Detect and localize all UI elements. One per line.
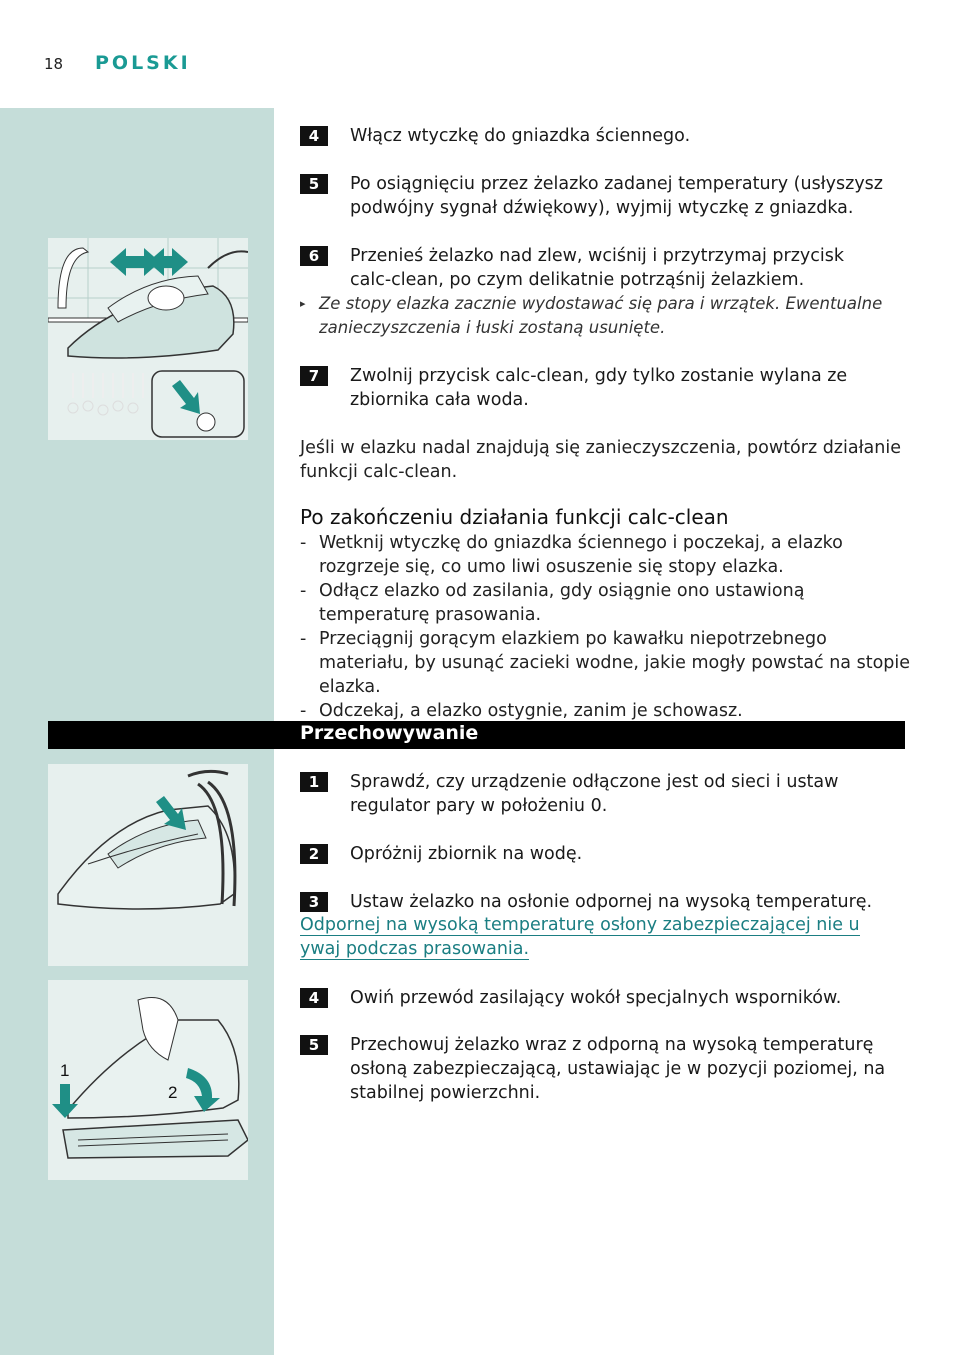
repeat-paragraph: Jeśli w elazku nadal znajdują się zanieczyszczenia, powtórz działanie funkcji calc-clean. [300,438,901,482]
list-item: - Odłącz elazko od zasilania, gdy osiągnie ono ustawioną temperaturę prasowania. [300,581,805,625]
step-number: 4 [300,988,328,1008]
step-number: 3 [300,892,328,912]
step-text: Zwolnij przycisk calc-clean, gdy tylko zostanie wylana ze zbiornika cała woda. [350,366,848,410]
step-number: 2 [300,844,328,864]
step-number: 1 [300,772,328,792]
step-4-wind-cord [300,986,890,1010]
after-calc-clean-heading: Po zakończeniu działania funkcji calc-clean [300,505,729,529]
step-number: 5 [300,1035,328,1055]
step-number: 5 [300,174,328,194]
list-item: - Przeciągnij gorącym elazkiem po kawałku niepotrzebnego materiału, by usunąć zacieki wodne, jakie mogły powstać na stopie elazka. [300,629,911,697]
note-steam [300,292,909,340]
step-text: Opróżnij zbiornik na wodę. [350,844,583,864]
step-text: Przenieś żelazko nad zlew, wciśnij i przytrzymaj przycisk calc-clean, po czym delikatnie potrząśnij żelazkiem. [350,246,844,290]
section-language-title: POLSKI [95,52,191,74]
after-calc-clean-list [300,531,910,723]
heat-guard-illustration [48,980,248,1180]
step-3-heat-guard [300,890,890,914]
heat-guard-warning: Odpornej na wysoką temperaturę osłony zabezpieczającej nie u ywaj podczas prasowania. [300,915,860,959]
step-2-empty-tank [300,842,890,866]
step-text: Owiń przewód zasilający wokół specjalnych wsporników. [350,988,842,1008]
figure-label-1: 1 [60,1061,70,1080]
step-1-check-unplugged [300,770,890,818]
step-5-store [300,1033,890,1105]
step-number: 6 [300,246,328,266]
list-item: - Wetknij wtyczkę do gniazdka ściennego i poczekaj, a elazko rozgrzeje się, co umo liwi osuszenie się stopy elazka. [300,533,843,577]
page-number: 18 [44,55,64,73]
step-6-calc-clean [300,244,890,292]
step-text: Sprawdź, czy urządzenie odłączone jest od sieci i ustaw regulator pary w położeniu 0. [350,772,839,816]
step-text: Po osiągnięciu przez żelazko zadanej temperatury (usłyszysz podwójny sygnał dźwiękowy), wyjmij wtyczkę z gniazdka. [350,174,883,218]
step-5-unplug [300,172,890,220]
storage-section-bar [48,721,905,749]
list-item: - Odczekaj, a elazko ostygnie, zanim je schowasz. [300,701,743,721]
step-7-release [300,364,890,412]
step-text: Włącz wtyczkę do gniazdka ściennego. [350,126,691,146]
step-text: Przechowuj żelazko wraz z odporną na wysoką temperaturę osłoną zabezpieczającą, ustawiając je w pozycji poziomej, na stabilnej powierzchni. [350,1035,886,1103]
storage-cord-illustration [48,764,248,966]
step-number: 7 [300,366,328,386]
calc-clean-illustration [48,238,248,440]
figure-label-2: 2 [168,1083,178,1102]
step-4-plug-in [300,124,890,148]
step-number: 4 [300,126,328,146]
storage-heading: Przechowywanie [300,722,479,744]
step-text: Ustaw żelazko na osłonie odpornej na wysoką temperaturę. [350,892,873,912]
note-text: Ze stopy elazka zacznie wydostawać się para i wrzątek. Ewentualne zanieczyszczenia i łuski zostaną usunięte. [319,294,883,337]
play-arrow-icon: ▸ [300,297,306,310]
